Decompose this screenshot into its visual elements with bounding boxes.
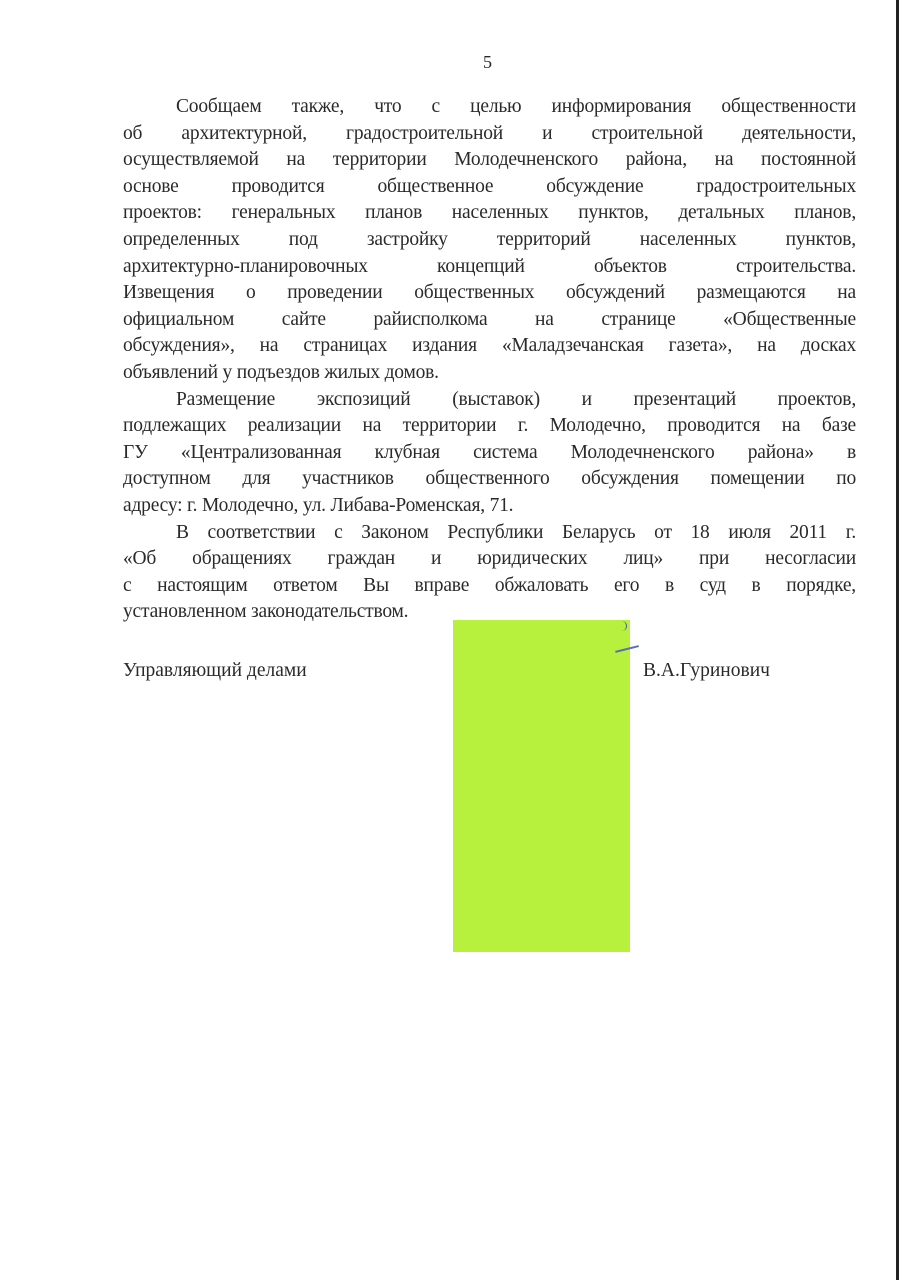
- text-line: объявлений у подъездов жилых домов.: [123, 361, 439, 383]
- text-line: архитектурно-планировочных концепций объектов строительства.: [123, 255, 856, 277]
- text-line: основе проводится общественное обсуждение градостроительных: [123, 175, 856, 197]
- text-line: определенных под застройку территорий населенных пунктов,: [123, 228, 856, 250]
- document-body: [123, 94, 856, 626]
- text-line: ГУ «Централизованная клубная система Молодечненского района» в: [123, 441, 856, 463]
- text-line: адресу: г. Молодечно, ул. Либава-Роменская, 71.: [123, 494, 514, 516]
- text-line: обсуждения», на страницах издания «Маладзечанская газета», на досках: [123, 335, 856, 357]
- text-line: подлежащих реализации на территории г. Молодечно, проводится на базе: [123, 415, 856, 437]
- text-line: Сообщаем также, что с целью информирования общественности: [176, 96, 856, 117]
- text-line: с настоящим ответом Вы вправе обжаловать его в суд в порядке,: [123, 574, 856, 596]
- text-line: доступном для участников общественного обсуждения помещении по: [123, 468, 856, 490]
- text-line: об архитектурной, градостроительной и строительной деятельности,: [123, 122, 856, 144]
- text-line: В соответствии с Законом Республики Беларусь от 18 июля 2011 г.: [176, 521, 856, 543]
- text-line: осуществляемой на территории Молодечненского района, на постоянной: [123, 149, 856, 171]
- text-line: Размещение экспозиций (выставок) и презентаций проектов,: [176, 388, 856, 410]
- paragraph: [123, 94, 856, 387]
- text-line: проектов: генеральных планов населенных пунктов, детальных планов,: [123, 202, 856, 224]
- scan-edge: [896, 0, 899, 1280]
- paragraph: [123, 387, 856, 520]
- page-number: 5: [483, 52, 492, 72]
- text-line: официальном сайте райисполкома на странице «Общественные: [123, 308, 856, 330]
- signatory-name: В.А.Гуринович: [643, 660, 770, 681]
- text-line: установленном законодательством.: [123, 601, 409, 623]
- paragraph: [123, 520, 856, 626]
- redacted-signature: [453, 620, 630, 952]
- text-line: «Об обращениях граждан и юридических лиц» при несогласии: [123, 548, 856, 570]
- text-line: Извещения о проведении общественных обсуждений размещаются на: [123, 282, 856, 304]
- signatory-title: Управляющий делами: [123, 660, 307, 681]
